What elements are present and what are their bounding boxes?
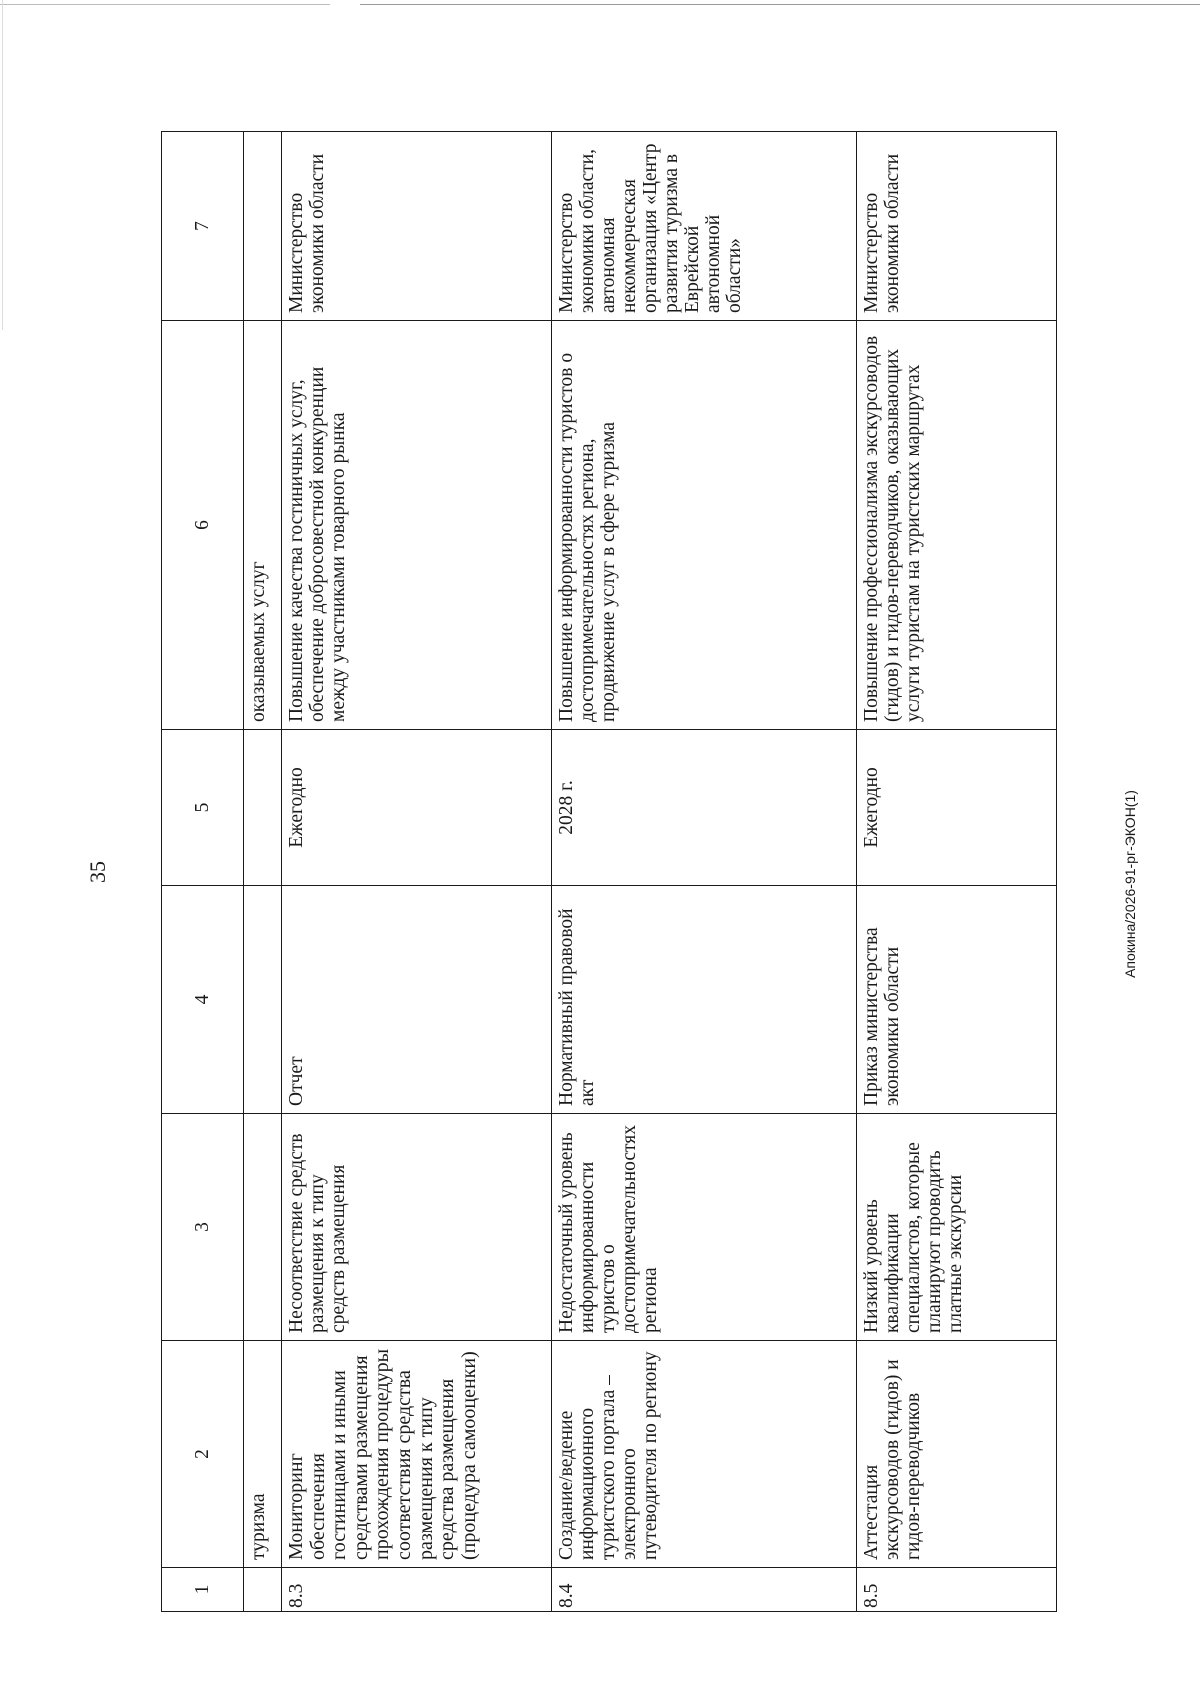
result-cell: Повышение информированности туристов о достопримечательностях региона, продвижение услуг в сфере туризма [552, 321, 857, 730]
measure-cell: Аттестация экскурсоводов (гидов) и гидов-переводчиков [857, 1341, 1057, 1568]
table-cell [244, 132, 282, 321]
document-code-footer [1118, 790, 1142, 978]
risk-cell: Несоответствие средств размещения к типу средств размещения [282, 1114, 552, 1341]
header-col-6: 6 [162, 321, 244, 730]
document-cell: Отчет [282, 886, 552, 1114]
executor-cell: Министерство экономики области, автономная некоммерческая организация «Центр развития туризма в Еврейской автономной области» [552, 132, 857, 321]
document-cell: Нормативный правовой акт [552, 886, 857, 1114]
header-col-7: 7 [162, 132, 244, 321]
header-col-2: 2 [162, 1341, 244, 1568]
table-row [282, 132, 552, 1612]
continuation-result: оказываемых услуг [244, 321, 282, 730]
measure-cell: Мониторинг обеспечения гостиницами и иными средствами размещения прохождения процедуры соответствия средства размещения к типу средства размещения (процедура самооценки) [282, 1341, 552, 1568]
header-col-4: 4 [162, 886, 244, 1114]
header-col-1: 1 [162, 1568, 244, 1612]
scan-edge-line [0, 4, 1200, 5]
row-number: 8.4 [552, 1568, 857, 1612]
term-cell: Ежегодно [857, 730, 1057, 886]
table-row [552, 132, 857, 1612]
continuation-measure: туризма [244, 1341, 282, 1568]
header-col-5: 5 [162, 730, 244, 886]
table-row [857, 132, 1057, 1612]
continuation-row [244, 132, 282, 1612]
table-cell [244, 886, 282, 1114]
rotated-table-container [161, 132, 1056, 1612]
scan-edge-line-left [2, 0, 3, 330]
result-cell: Повышение профессионализма экскурсоводов (гидов) и гидов-переводчиков, оказывающих услуги туристам на туристских маршрутах [857, 321, 1057, 730]
table-cell [244, 1568, 282, 1612]
risk-cell: Недостаточный уровень информированности туристов о достопримечательностях региона [552, 1114, 857, 1341]
document-cell: Приказ министерства экономики области [857, 886, 1057, 1114]
table-cell [244, 730, 282, 886]
risk-cell: Низкий уровень квалификации специалистов, которые планируют проводить платные экскурсии [857, 1114, 1057, 1341]
header-col-3: 3 [162, 1114, 244, 1341]
term-cell: 2028 г. [552, 730, 857, 886]
document-code: Апокина/2026-91-рг-ЭКОН(1) [1122, 790, 1138, 978]
measure-cell: Создание/ведение информационного туристского портала – электронного путеводителя по региону [552, 1341, 857, 1568]
term-cell: Ежегодно [282, 730, 552, 886]
page-number: 35 [85, 861, 110, 883]
row-number: 8.3 [282, 1568, 552, 1612]
executor-cell: Министерство экономики области [282, 132, 552, 321]
header-row [162, 132, 244, 1612]
executor-cell: Министерство экономики области [857, 132, 1057, 321]
row-number: 8.5 [857, 1568, 1057, 1612]
measures-table [161, 131, 1057, 1612]
result-cell: Повышение качества гостиничных услуг, обеспечение добросовестной конкуренции между участниками товарного рынка [282, 321, 552, 730]
table-cell [244, 1114, 282, 1341]
